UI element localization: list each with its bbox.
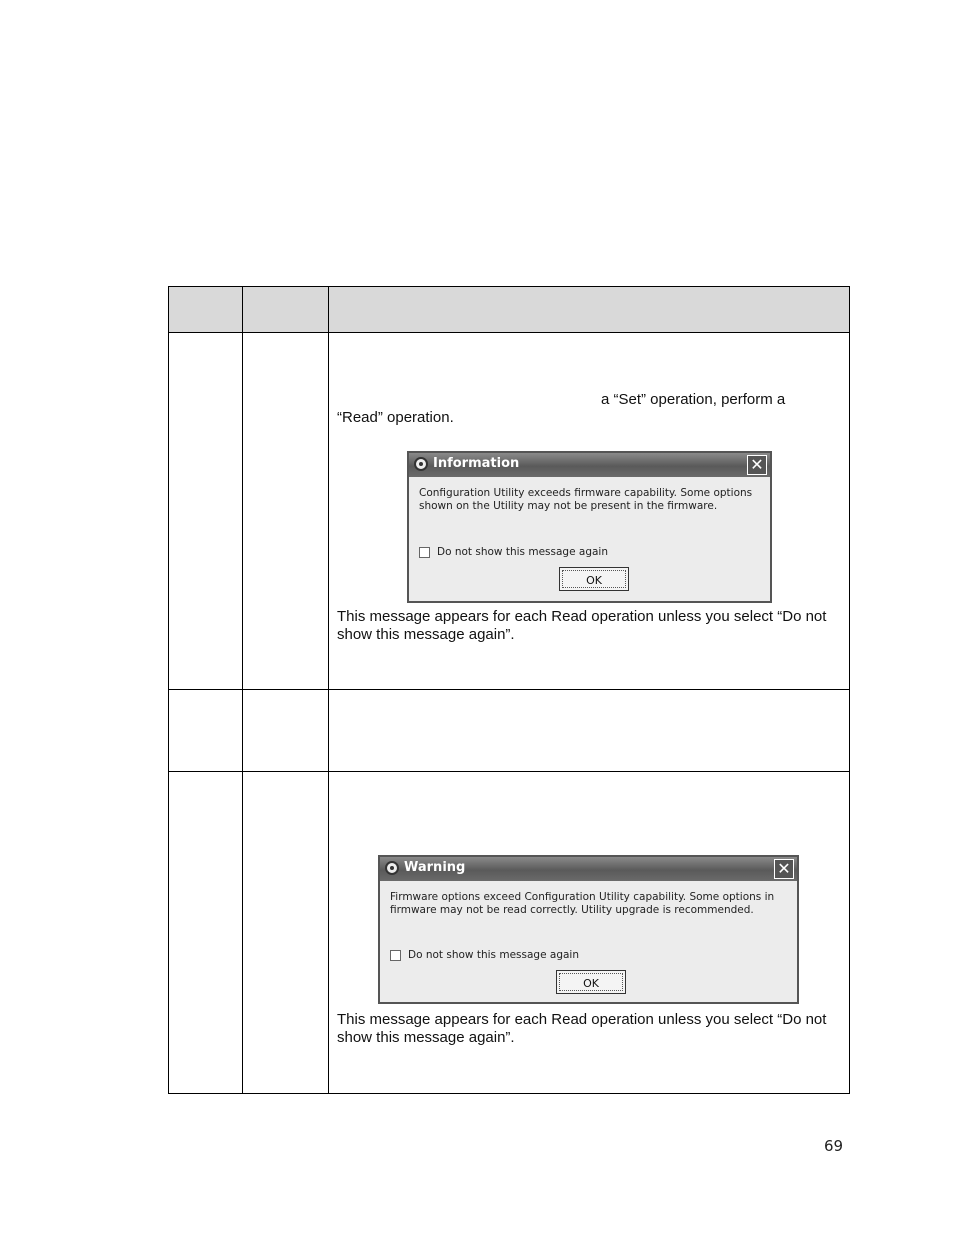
ok-button-label: OK: [562, 570, 626, 588]
column-divider: [328, 287, 329, 1093]
close-button[interactable]: ✕: [774, 859, 794, 879]
dont-show-label: Do not show this message again: [408, 949, 579, 961]
dialog-title-bar: [380, 857, 797, 881]
ok-button[interactable]: [556, 970, 626, 994]
dialog-title: Warning: [404, 860, 466, 875]
close-button[interactable]: ✕: [747, 455, 767, 475]
dialog-title-bar: [409, 453, 770, 477]
row-divider: [169, 689, 849, 690]
information-dialog: [407, 451, 772, 603]
row3-note: This message appears for each Read operation unless you select “Do not show this message again”.: [337, 1011, 827, 1046]
dialog-message: Configuration Utility exceeds firmware capability. Some options shown on the Utility may not be present in the firmware.: [419, 487, 753, 512]
dialog-message: Firmware options exceed Configuration Utility capability. Some options in firmware may not be read correctly. Utility upgrade is recommended.: [390, 891, 775, 916]
row1-text-line2: “Read” operation.: [337, 409, 454, 426]
table-header-row: [169, 287, 849, 333]
dialog-title: Information: [433, 456, 520, 471]
dont-show-checkbox[interactable]: [419, 547, 430, 558]
row-divider: [169, 771, 849, 772]
page-number: 69: [824, 1137, 844, 1155]
dont-show-checkbox[interactable]: [390, 950, 401, 961]
dont-show-label: Do not show this message again: [437, 546, 608, 558]
ok-button[interactable]: [559, 567, 629, 591]
row1-note: This message appears for each Read operation unless you select “Do not show this message again”.: [337, 608, 827, 643]
ok-button-label: OK: [559, 973, 623, 991]
gear-icon: [414, 457, 428, 471]
gear-icon: [385, 861, 399, 875]
warning-dialog: [378, 855, 799, 1004]
row1-text-line1: a “Set” operation, perform a: [601, 391, 786, 408]
column-divider: [242, 287, 243, 1093]
